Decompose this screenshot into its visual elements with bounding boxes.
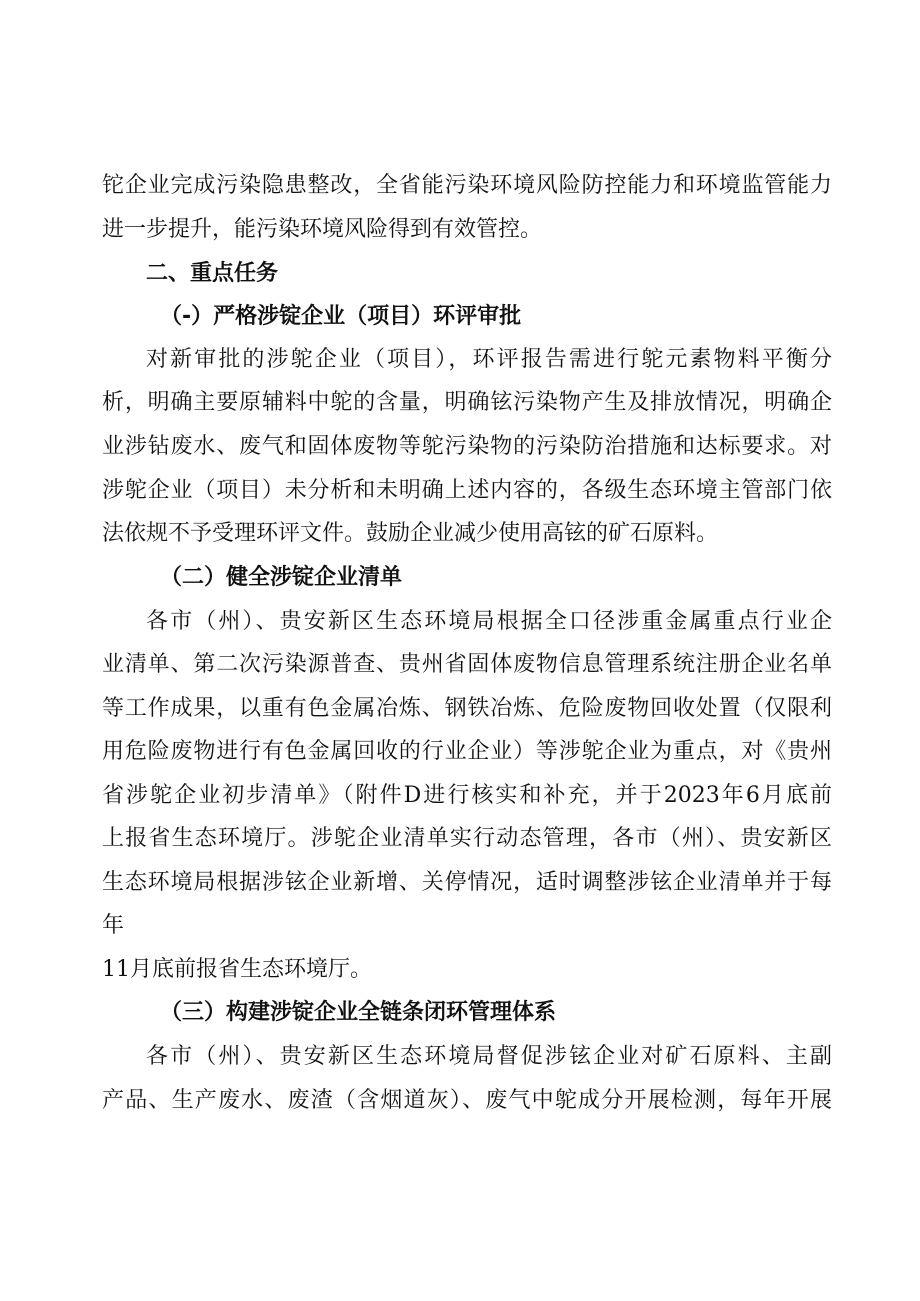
text-line: 铊企业完成污染隐患整改，全省能污染环境风险防控能力和环境监管能力 [102,173,832,198]
text-line: 业清单、第二次污染源普查、贵州省固体废物信息管理系统注册企业名单 [102,652,832,677]
text-line: 各市（州）、贵安新区生态环境局根据全口径涉重金属重点行业企 [146,609,832,634]
text-line: 各市（州）、贵安新区生态环境局督促涉铉企业对矿石原料、主副 [146,1044,832,1069]
text-line: 对新审批的涉鸵企业（项目），环评报告需进行鸵元素物料平衡分 [146,347,832,372]
text-line: 产品、生产废水、废渣（含烟道灰）、废气中鸵成分开展检测，每年开展 [102,1088,832,1113]
text-line: 析，明确主要原辅料中鸵的含量，明确铉污染物产生及排放情况，明确企 [102,390,832,415]
subsection-heading: （-）严格涉锭企业（项目）环评审批 [160,304,522,329]
text-line: 11月底前报省生态环境厅。 [102,957,372,982]
text-line: 年 [102,913,125,938]
text-line: 生态环境局根据涉铉企业新增、关停情况，适时调整涉铉企业清单并于每 [102,870,832,895]
subsection-heading: （三）构建涉锭企业全链条闭环管理体系 [160,1000,557,1025]
text-line: 业涉钻废水、废气和固体废物等鸵污染物的污染防治措施和达标要求。对 [102,434,832,459]
text-line: 法依规不予受理环评文件。鼓励企业减少使用高铉的矿石原料。 [102,521,719,546]
text-line: 等工作成果，以重有色金属冶炼、钢铁冶炼、危险废物回收处置（仅限利 [102,696,832,721]
text-line: 省涉鸵企业初步清单》（附件D进行核实和补充，并于2023年6月底前 [102,783,832,808]
text-line: 用危险废物进行有色金属回收的行业企业）等涉鸵企业为重点，对《贵州 [102,739,832,764]
text-line: 进一步提升，能污染环境风险得到有效管控。 [102,217,543,242]
text-line: 上报省生态环境厅。涉鸵企业清单实行动态管理，各市（州）、贵安新区 [102,826,832,851]
section-heading: 二、重点任务 [146,261,279,286]
text-line: 涉鸵企业（项目）未分析和未明确上述内容的，各级生态环境主管部门依 [102,478,832,503]
subsection-heading: （二）健全涉锭企业清单 [160,565,403,590]
